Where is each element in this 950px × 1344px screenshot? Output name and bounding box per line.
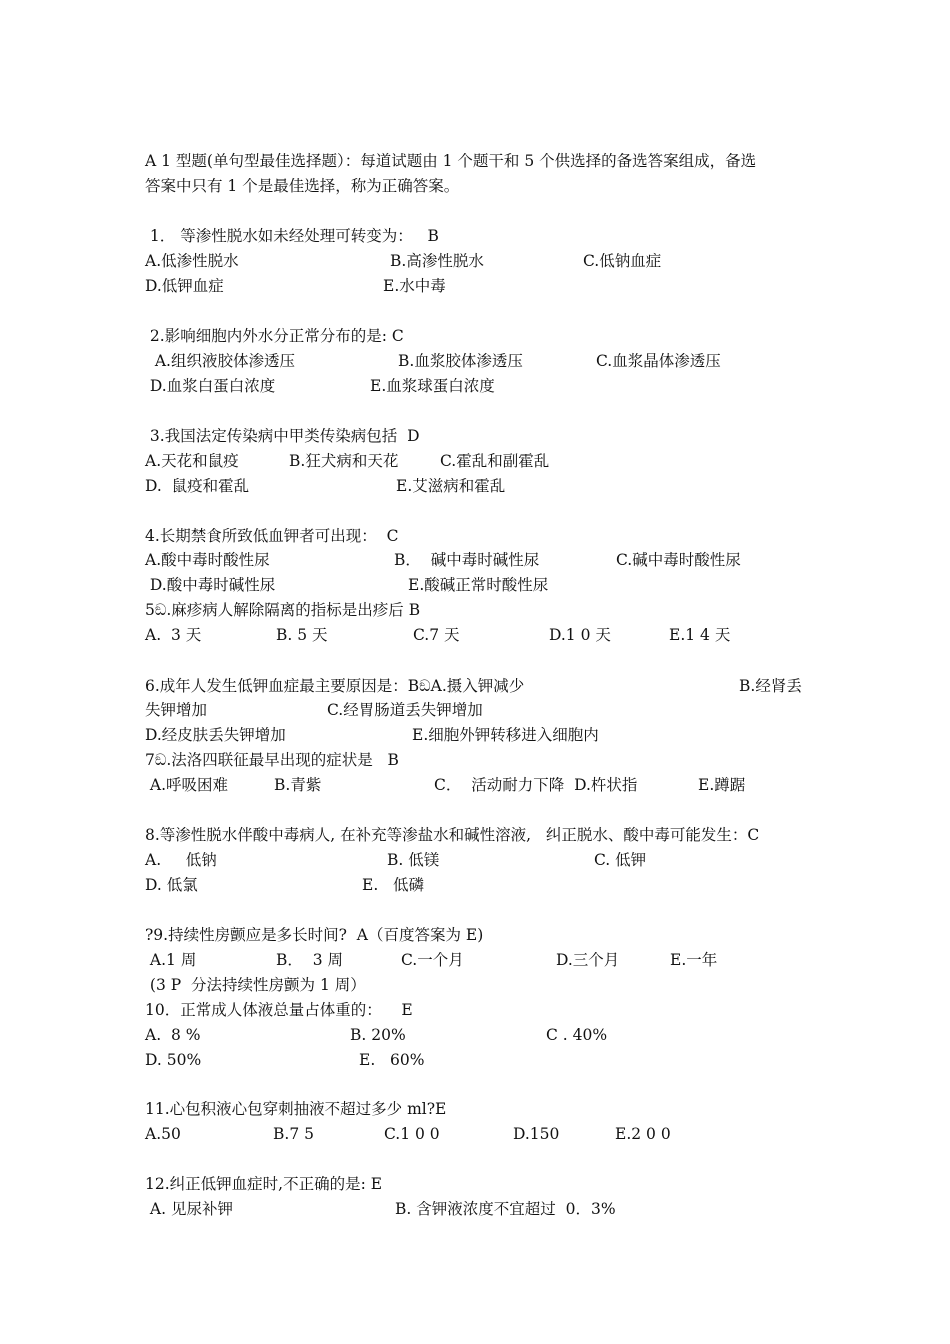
option: A.组织液胶体渗透压 — [145, 352, 295, 370]
option: D. 鼠疫和霍乱 — [145, 477, 250, 495]
intro-line-2: 答案中只有 1 个是最佳选择，称为正确答案。 — [145, 177, 460, 195]
option: A.酸中毒时酸性尿 — [145, 551, 270, 569]
option: C.碱中毒时酸性尿 — [616, 551, 741, 569]
question-stem: 11.心包积液心包穿刺抽液不超过多少 ml?E — [145, 1100, 447, 1118]
option: B. 20% — [350, 1026, 406, 1044]
option: B.经肾丢 — [739, 677, 802, 695]
option: A.低渗性脱水 — [145, 252, 239, 270]
intro-line-1: A 1 型题(单句型最佳选择题）：每道试题由 1 个题干和 5 个供选择的备选答案组成，备选 — [145, 152, 757, 170]
option: E.一年 — [670, 951, 718, 969]
option: B. 5 天 — [276, 626, 328, 644]
question-stem: 7ඞ.法洛四联征最早出现的症状是 B — [145, 751, 399, 769]
option: B. 低镁 — [387, 851, 440, 869]
option: A.50 — [145, 1125, 181, 1143]
option: D. 50% — [145, 1051, 202, 1069]
option: C.血浆晶体渗透压 — [596, 352, 721, 370]
option: D.1 0 天 — [549, 626, 611, 644]
option: E. 低磷 — [362, 876, 425, 894]
option: E.蹲踞 — [698, 776, 746, 794]
option: D.三个月 — [556, 951, 620, 969]
option: B.高渗性脱水 — [390, 252, 484, 270]
option: E.艾滋病和霍乱 — [396, 477, 506, 495]
option: A.呼吸困难 — [145, 776, 229, 794]
option: D. 低氯 — [145, 876, 198, 894]
option: B． 3 周 — [276, 951, 344, 969]
option: B． 碱中毒时碱性尿 — [394, 551, 540, 569]
option: A. 低钠 — [145, 851, 217, 869]
question-stem: 8.等渗性脱水伴酸中毒病人, 在补充等渗盐水和碱性溶液, 纠正脱水、酸中毒可能发生：C — [145, 826, 760, 844]
option: C. 低钾 — [594, 851, 647, 869]
option: C.一个月 — [401, 951, 464, 969]
option: A.1 周 — [145, 951, 197, 969]
option: E.2 0 0 — [615, 1125, 671, 1143]
option: E. 60% — [359, 1051, 425, 1069]
question-stem: 2.影响细胞内外水分正常分布的是: C — [145, 327, 404, 345]
option: C． 活动耐力下降 D.杵状指 — [434, 776, 638, 794]
option: C.霍乱和副霍乱 — [440, 452, 550, 470]
option: A. 见尿补钾 — [145, 1200, 233, 1218]
option: E.水中毒 — [383, 277, 446, 295]
option: A. 8 % — [145, 1026, 201, 1044]
option: E.1 4 天 — [669, 626, 731, 644]
question-stem: ?9.持续性房颤应是多长时间? A（百度答案为 E) — [145, 926, 484, 944]
option: D.150 — [513, 1125, 560, 1143]
option: E.酸碱正常时酸性尿 — [408, 576, 549, 594]
option: C.1 0 0 — [384, 1125, 440, 1143]
option: D.经皮肤丢失钾增加 — [145, 726, 286, 744]
question-stem: 12.纠正低钾血症时,不正确的是: E — [145, 1175, 383, 1193]
option: D.酸中毒时碱性尿 — [145, 576, 276, 594]
option: A.天花和鼠疫 — [145, 452, 239, 470]
option: B.血浆胶体渗透压 — [398, 352, 523, 370]
option: B.青紫 — [274, 776, 322, 794]
question-stem: 6.成年人发生低钾血症最主要原因是：BඞA.摄入钾减少 — [145, 677, 525, 695]
option: C.7 天 — [413, 626, 460, 644]
question-stem: 1． 等渗性脱水如未经处理可转变为： B — [145, 227, 439, 245]
option: D.低钾血症 — [145, 277, 224, 295]
option: E.细胞外钾转移进入细胞内 — [412, 726, 599, 744]
question-stem: 10．正常成人体液总量占体重的： E — [145, 1001, 413, 1019]
option: C . 40% — [546, 1026, 608, 1044]
option: B.7 5 — [273, 1125, 314, 1143]
option: B. 含钾液浓度不宜超过 0．3% — [395, 1200, 616, 1218]
note: (3 P 分法持续性房颤为 1 周） — [145, 976, 366, 994]
option: 失钾增加 — [145, 701, 208, 719]
option: E.血浆球蛋白浓度 — [370, 377, 495, 395]
question-stem: 5ඞ.麻疹病人解除隔离的指标是出疹后 B — [145, 601, 421, 619]
option: A. 3 天 — [145, 626, 202, 644]
option: B.狂犬病和天花 — [289, 452, 399, 470]
option: D.血浆白蛋白浓度 — [145, 377, 276, 395]
question-stem: 3.我国法定传染病中甲类传染病包括 D — [145, 427, 420, 445]
question-stem: 4.长期禁食所致低血钾者可出现： C — [145, 527, 399, 545]
option: C.低钠血症 — [583, 252, 662, 270]
option: C.经胃肠道丢失钾增加 — [327, 701, 483, 719]
